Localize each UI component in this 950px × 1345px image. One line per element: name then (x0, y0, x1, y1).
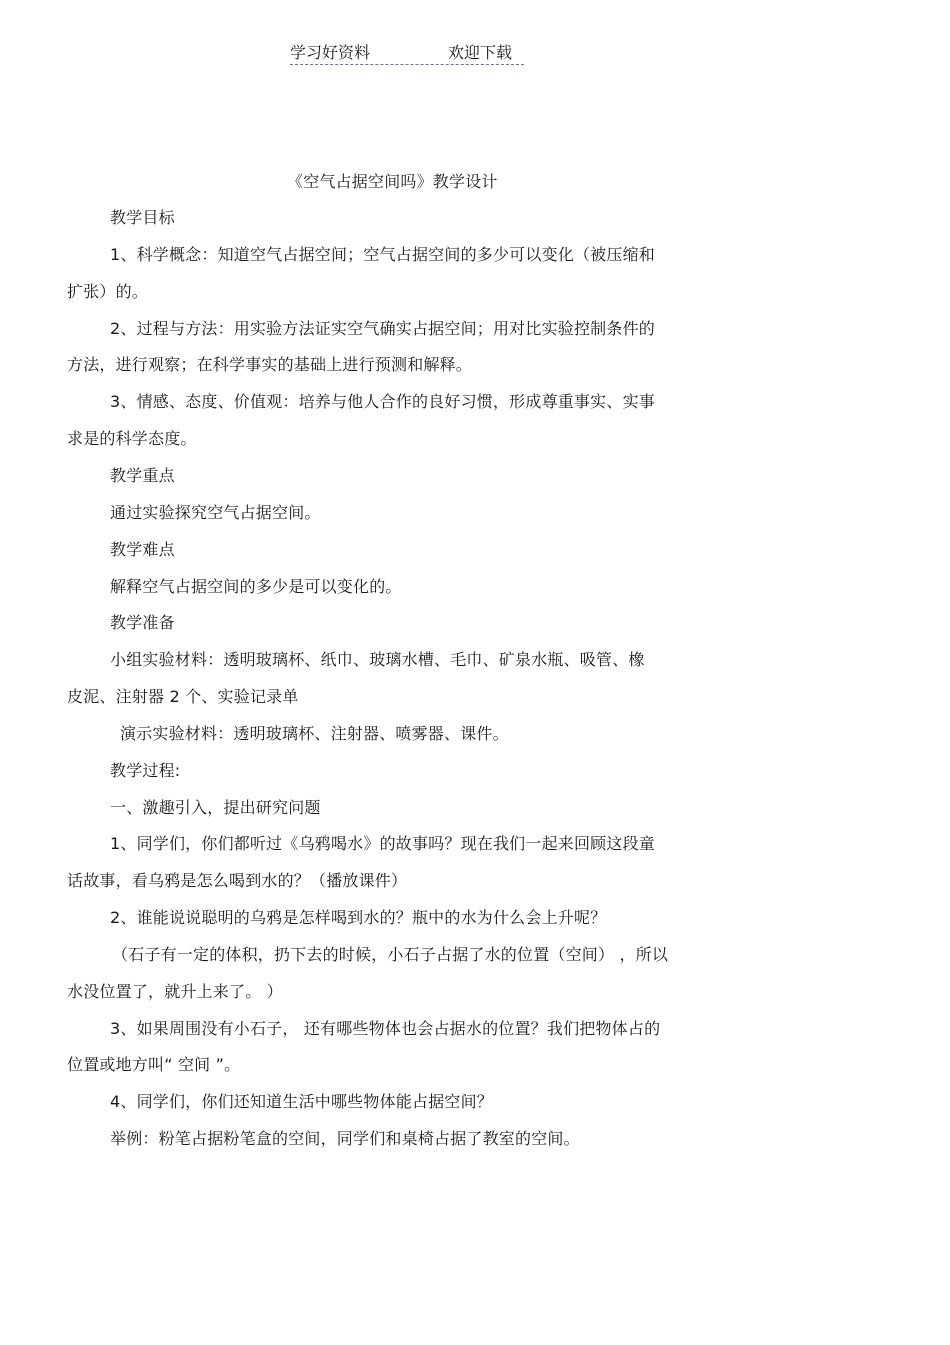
paragraph-line: 话故事，看乌鸦是怎么喝到水的？（播放课件） (67, 871, 408, 890)
paragraph-line: 求是的科学态度。 (67, 429, 197, 448)
heading-difficulties: 教学难点 (110, 540, 175, 559)
paragraph-line: 水没位置了，就升上来了。 ） (67, 982, 283, 1001)
header-dashed-underline (290, 64, 524, 65)
section-heading: 一、激趣引入，提出研究问题 (110, 798, 321, 817)
paragraph-line: 扩张）的。 (67, 282, 149, 301)
heading-process: 教学过程: (110, 761, 181, 780)
heading-preparation: 教学准备 (110, 613, 175, 632)
header-right-text: 欢迎下载 (448, 43, 513, 62)
paragraph-line: 1、同学们，你们都听过《乌鸦喝水》的故事吗？现在我们一起来回顾这段童 (110, 834, 655, 853)
paragraph-line: 3、情感、态度、价值观：培养与他人合作的良好习惯，形成尊重事实、实事 (110, 392, 655, 411)
heading-key-points: 教学重点 (110, 466, 175, 485)
heading-objectives: 教学目标 (110, 208, 175, 227)
paragraph-line: 演示实验材料：透明玻璃杯、注射器、喷雾器、课件。 (120, 724, 509, 743)
paragraph-line: 解释空气占据空间的多少是可以变化的。 (110, 577, 402, 596)
paragraph-line: 通过实验探究空气占据空间。 (110, 503, 321, 522)
paragraph-line: 小组实验材料：透明玻璃杯、纸巾、玻璃水槽、毛巾、矿泉水瓶、吸管、橡 (110, 650, 645, 669)
paragraph-line: （石子有一定的体积，扔下去的时候，小石子占据了水的位置（空间） ，所以 (112, 945, 669, 964)
paragraph-line: 举例：粉笔占据粉笔盒的空间，同学们和桌椅占据了教室的空间。 (110, 1129, 580, 1148)
paragraph-line: 1、科学概念：知道空气占据空间；空气占据空间的多少可以变化（被压缩和 (110, 245, 655, 264)
paragraph-line: 位置或地方叫“ 空间 ”。 (67, 1055, 241, 1074)
document-title: 《空气占据空间吗》教学设计 (287, 172, 498, 191)
header-left-text: 学习好资料 (290, 43, 371, 62)
paragraph-line: 方法，进行观察；在科学事实的基础上进行预测和解释。 (67, 355, 473, 374)
paragraph-line: 皮泥、注射器 2 个、实验记录单 (67, 687, 299, 706)
paragraph-line: 3、如果周围没有小石子， 还有哪些物体也会占据水的位置？我们把物体占的 (110, 1019, 661, 1038)
paragraph-line: 2、过程与方法：用实验方法证实空气确实占据空间；用对比实验控制条件的 (110, 319, 655, 338)
paragraph-line: 2、谁能说说聪明的乌鸦是怎样喝到水的？瓶中的水为什么会上升呢？ (110, 908, 607, 927)
paragraph-line: 4、同学们，你们还知道生活中哪些物体能占据空间？ (110, 1092, 493, 1111)
